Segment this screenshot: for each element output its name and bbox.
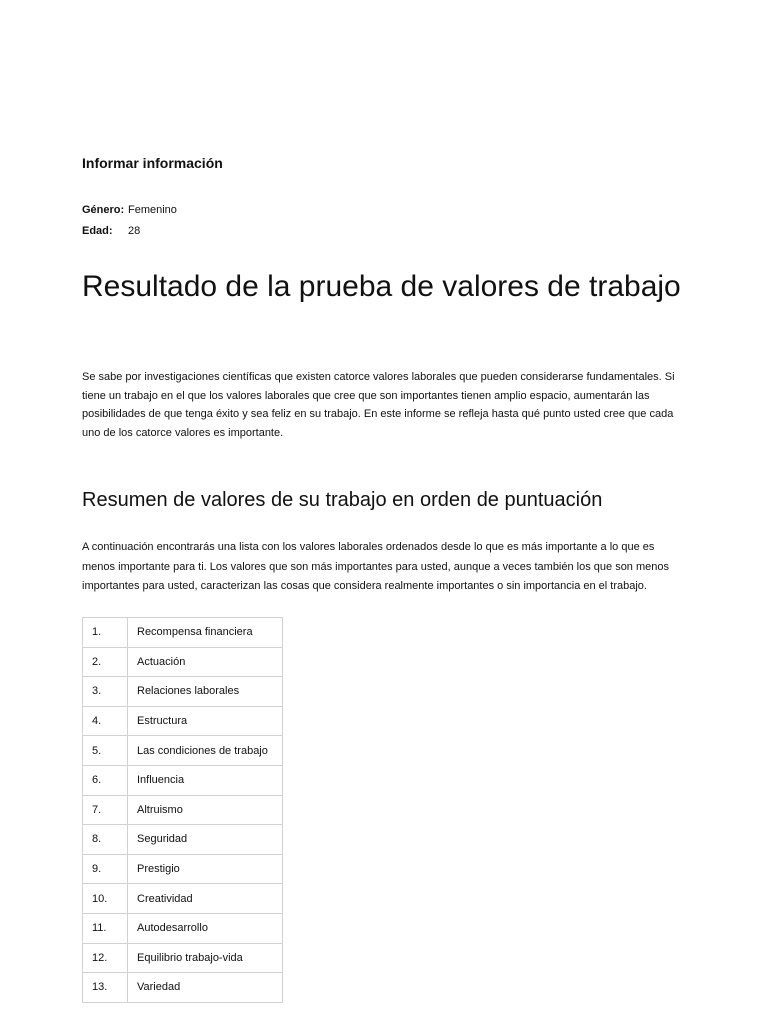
gender-value: Femenino [128,203,177,216]
value-rank: 4. [83,706,128,736]
intro-paragraph: Se sabe por investigaciones científicas que existen catorce valores laborales que pueden considerarse fundamentales. Si tiene un trabajo en el que los valores laborales que cree que son importantes tienen amplio espacio, aumentarán las posibilidades de que tenga éxito y sea feliz en su trabajo. En este informe se refleja hasta qué punto usted cree que cada uno de los catorce valores es importante. [82,371,675,439]
table-row [83,647,283,677]
table-row [83,854,283,884]
summary-description: A continuación encontrarás una lista con los valores laborales ordenados desde lo que es más importante a lo que es menos importante para ti. Los valores que son más importantes para usted, aunque a veces también los que son menos importantes para usted, caracterizan las cosas que considera realmente importantes o sin importancia en el trabajo. [82,541,670,592]
values-table [82,617,283,1003]
value-rank: 7. [83,795,128,825]
table-row [83,706,283,736]
value-name: Autodesarrollo [128,913,283,943]
table-row [83,765,283,795]
value-name: Variedad [128,973,283,1003]
values-table-body [83,618,283,1003]
age-row [82,220,177,241]
value-rank: 3. [83,677,128,707]
value-name: Influencia [128,765,283,795]
value-rank: 1. [83,618,128,648]
table-row [83,913,283,943]
value-rank: 9. [83,854,128,884]
value-name: Estructura [128,706,283,736]
personal-info [82,199,177,241]
summary-heading: Resumen de valores de su trabajo en orden de puntuación [82,489,603,511]
page-title: Resultado de la prueba de valores de trabajo [82,270,681,303]
value-name: Altruismo [128,795,283,825]
value-rank: 8. [83,825,128,855]
value-rank: 5. [83,736,128,766]
age-label: Edad: [82,224,113,237]
value-name: Seguridad [128,825,283,855]
value-rank: 13. [83,973,128,1003]
value-rank: 2. [83,647,128,677]
value-name: Las condiciones de trabajo [128,736,283,766]
value-name: Prestigio [128,854,283,884]
table-row [83,736,283,766]
table-row [83,825,283,855]
report-title: Informar información [82,155,223,171]
value-name: Recompensa financiera [128,618,283,648]
value-name: Creatividad [128,884,283,914]
value-rank: 10. [83,884,128,914]
value-rank: 11. [83,913,128,943]
gender-row [82,199,177,220]
table-row [83,973,283,1003]
value-name: Relaciones laborales [128,677,283,707]
table-row [83,677,283,707]
gender-label: Género: [82,203,125,216]
table-row [83,884,283,914]
value-name: Equilibrio trabajo-vida [128,943,283,973]
age-value: 28 [128,224,141,237]
table-row [83,943,283,973]
table-row [83,618,283,648]
value-name: Actuación [128,647,283,677]
table-row [83,795,283,825]
value-rank: 12. [83,943,128,973]
value-rank: 6. [83,765,128,795]
